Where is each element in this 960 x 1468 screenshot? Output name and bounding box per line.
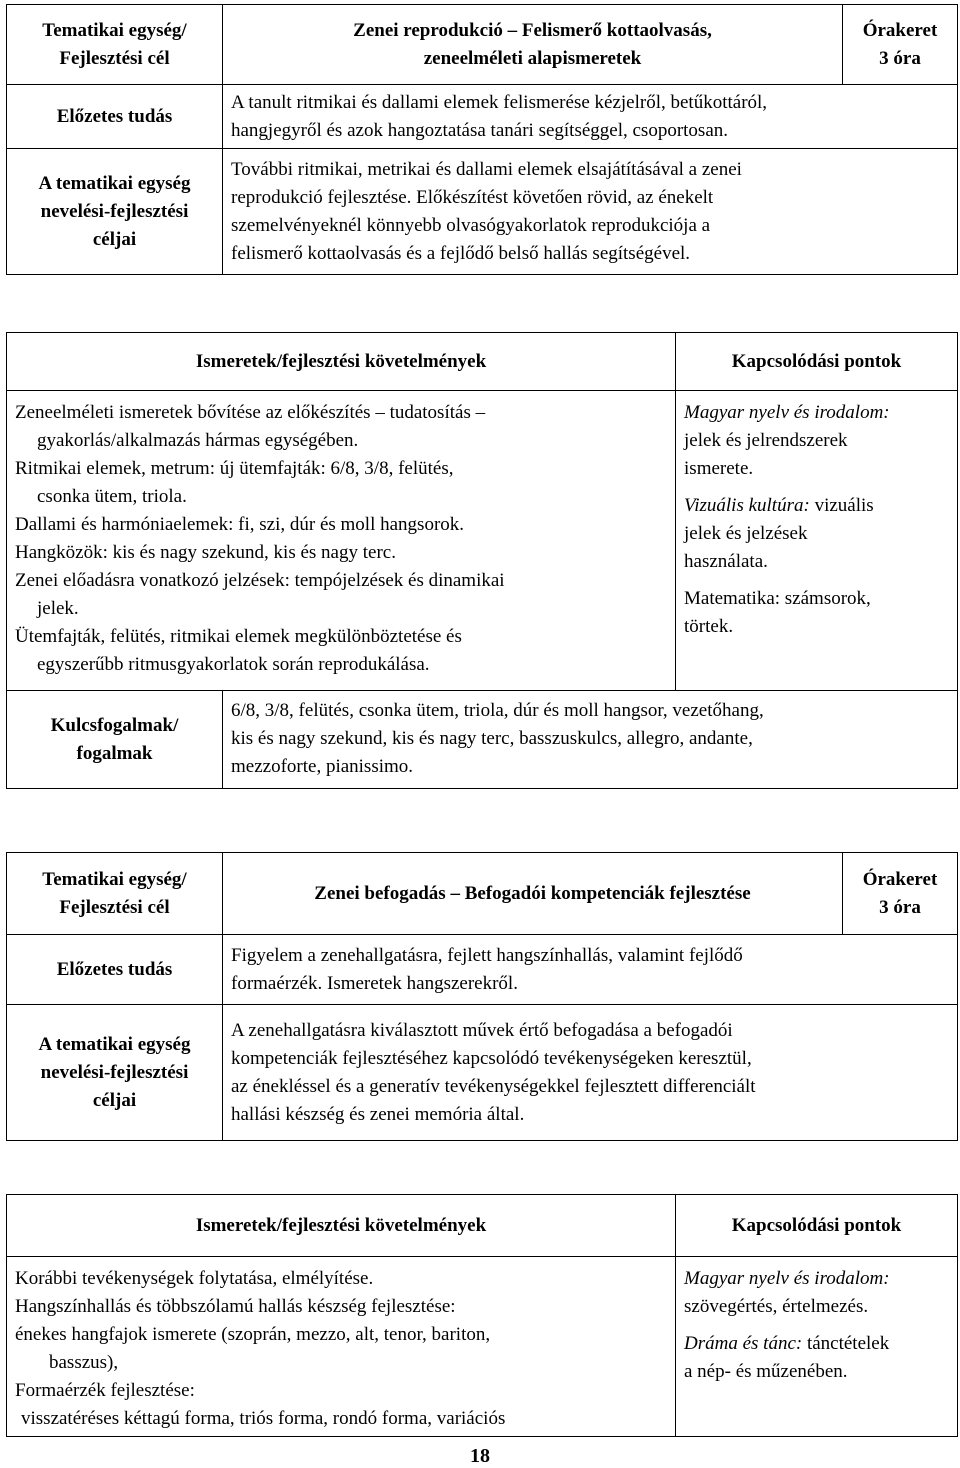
unit2-hours: [843, 853, 958, 935]
unit1-goals-text: [223, 149, 958, 275]
text-line: Hangközök: kis és nagy szekund, kis és nagy terc.: [15, 542, 396, 563]
unit1-prior-label: Előzetes tudás: [7, 85, 223, 149]
subject-name: Magyar nyelv és irodalom:: [684, 402, 890, 423]
requirement-item: [15, 567, 667, 623]
text-line: A zenehallgatásra kiválasztott művek értő befogadása a befogadói: [231, 1019, 733, 1041]
unit2-header-label: [7, 853, 223, 935]
unit2-requirements-heading: Ismeretek/fejlesztési követelmények: [7, 1195, 676, 1257]
unit1-requirements-heading: Ismeretek/fejlesztési követelmények: [7, 333, 676, 391]
text-line: [684, 1330, 949, 1358]
connection-group: [684, 1265, 949, 1321]
text-line: Dallami és harmóniaelemek: fi, szi, dúr és moll hangsorok.: [15, 514, 465, 535]
text-line: A tanult ritmikai és dallami elemek felismerése kézjelről, betűkottáról,: [231, 91, 768, 113]
subject-name: Dráma és tánc:: [684, 1333, 803, 1354]
subject-tail: vizuális: [809, 495, 874, 516]
connection-group: [684, 1330, 949, 1386]
unit1-prior-text: [223, 85, 958, 149]
unit1-requirements-block: [6, 332, 957, 789]
unit1-requirements-list: [7, 391, 676, 691]
text-line: ismerete.: [684, 458, 754, 479]
text-line: Zenei előadásra vonatkozó jelzések: tempójelzések és dinamikai: [15, 570, 505, 591]
requirement-item: [15, 455, 667, 511]
unit2-title: Zenei befogadás – Befogadói kompetenciák fejlesztése: [223, 853, 843, 935]
unit1-header-block: [6, 4, 957, 275]
unit2-requirements-block: [6, 1194, 957, 1437]
text-line: egyszerűbb ritmusgyakorlatok során reprodukálása.: [37, 654, 430, 675]
text-line: basszus),: [49, 1352, 119, 1373]
text-line: További ritmikai, metrikai és dallami elemek elsajátításával a zenei: [231, 158, 742, 180]
text-line: szövegértés, értelmezés.: [684, 1296, 869, 1317]
text-line: Tematikai egység/: [42, 19, 187, 41]
text-line: Fejlesztési cél: [59, 896, 170, 918]
text-line: énekes hangfajok ismerete (szoprán, mezzo, alt, tenor, bariton,: [15, 1324, 491, 1345]
text-line: [684, 492, 949, 520]
text-line: mezzoforte, pianissimo.: [231, 756, 414, 777]
text-line: Zenei reprodukció – Felismerő kottaolvasás,: [353, 19, 712, 41]
text-line: Fejlesztési cél: [59, 47, 170, 69]
text-line: jelek.: [37, 598, 79, 619]
text-line: céljai: [92, 228, 137, 250]
unit2-requirements-list: [7, 1257, 676, 1437]
text-line: felismerő kottaolvasás és a fejlődő belső hallás segítségével.: [231, 242, 691, 264]
unit1-title: [223, 5, 843, 85]
unit1-connections-list: [676, 391, 958, 691]
requirement-item: [15, 539, 667, 567]
text-line: Tematikai egység/: [42, 868, 187, 890]
unit2-goals-text: [223, 1005, 958, 1141]
unit2-connections-heading: Kapcsolódási pontok: [676, 1195, 958, 1257]
unit1-keywords-text: [223, 691, 958, 789]
text-line: hallási készség és zenei memória által.: [231, 1103, 525, 1125]
page-number: 18: [470, 1445, 490, 1467]
unit1-keywords-label: [7, 691, 223, 789]
text-line: Hangszínhallás és többszólamú hallás készség fejlesztése:: [15, 1296, 456, 1317]
requirement-item: [15, 623, 667, 679]
text-line: Formaérzék fejlesztése:: [15, 1380, 195, 1401]
unit1-goals-label: [7, 149, 223, 275]
unit2-prior-label: Előzetes tudás: [7, 935, 223, 1005]
text-line: céljai: [92, 1089, 137, 1111]
text-line: 3 óra: [879, 47, 921, 69]
text-line: Órakeret: [862, 19, 938, 41]
text-line: jelek és jelzések: [684, 523, 808, 544]
unit2-prior-text: [223, 935, 958, 1005]
connection-group: [684, 399, 949, 483]
text-line: fogalmak: [76, 742, 153, 764]
text-line: hangjegyről és azok hangoztatása tanári segítséggel, csoportosan.: [231, 119, 728, 141]
unit2-connections-list: [676, 1257, 958, 1437]
requirement-item: [15, 399, 667, 455]
text-line: kompetenciák fejlesztéséhez kapcsolódó tevékenységeken keresztül,: [231, 1047, 752, 1069]
requirement-item: [15, 511, 667, 539]
text-line: nevelési-fejlesztési: [40, 1061, 189, 1083]
text-line: használata.: [684, 551, 768, 572]
text-line: Figyelem a zenehallgatásra, fejlett hangszínhallás, valamint fejlődő: [231, 944, 743, 966]
subject-name: Vizuális kultúra:: [684, 495, 810, 516]
unit1-connections-heading: Kapcsolódási pontok: [676, 333, 958, 391]
text-line: reprodukció fejlesztése. Előkészítést követően rövid, az énekelt: [231, 186, 714, 208]
text-line: kis és nagy szekund, kis és nagy terc, basszuskulcs, allegro, andante,: [231, 728, 753, 749]
text-line: A tematikai egység: [38, 172, 191, 194]
text-line: gyakorlás/alkalmazás hármas egységében.: [37, 430, 359, 451]
connection-group: [684, 492, 949, 576]
text-line: nevelési-fejlesztési: [40, 200, 189, 222]
text-line: csonka ütem, triola.: [37, 486, 187, 507]
text-line: 3 óra: [879, 896, 921, 918]
subject-name: Magyar nyelv és irodalom:: [684, 1268, 890, 1289]
text-line: Ütemfajták, felütés, ritmikai elemek megkülönböztetése és: [15, 626, 462, 647]
text-line: Órakeret: [862, 868, 938, 890]
text-line: 6/8, 3/8, felütés, csonka ütem, triola, dúr és moll hangsor, vezetőhang,: [231, 700, 764, 721]
text-line: Matematika: számsorok,: [684, 588, 871, 609]
text-line: A tematikai egység: [38, 1033, 191, 1055]
text-line: Ritmikai elemek, metrum: új ütemfajták: 6/8, 3/8, felütés,: [15, 458, 454, 479]
unit1-hours: [843, 5, 958, 85]
subject-tail: tánctételek: [802, 1333, 890, 1354]
unit1-header-label: [7, 5, 223, 85]
text-line: az énekléssel és a generatív tevékenységekkel fejlesztett differenciált: [231, 1075, 756, 1097]
text-line: törtek.: [684, 616, 734, 637]
unit2-header-block: [6, 852, 957, 1141]
connection-group: [684, 585, 949, 641]
text-line: Zeneelméleti ismeretek bővítése az előkészítés – tudatosítás –: [15, 402, 486, 423]
unit2-goals-label: [7, 1005, 223, 1141]
text-line: formaérzék. Ismeretek hangszerekről.: [231, 972, 518, 994]
text-line: a nép- és műzenében.: [684, 1361, 848, 1382]
text-line: Korábbi tevékenységek folytatása, elmélyítése.: [15, 1268, 374, 1289]
text-line: szemelvényeknél könnyebb olvasógyakorlatok reprodukciója a: [231, 214, 711, 236]
text-line: zeneelméleti alapismeretek: [423, 47, 642, 69]
text-line: visszatéréses kéttagú forma, triós forma, rondó forma, variációs: [21, 1408, 506, 1429]
text-line: Kulcsfogalmak/: [50, 714, 179, 736]
text-line: jelek és jelrendszerek: [684, 430, 848, 451]
